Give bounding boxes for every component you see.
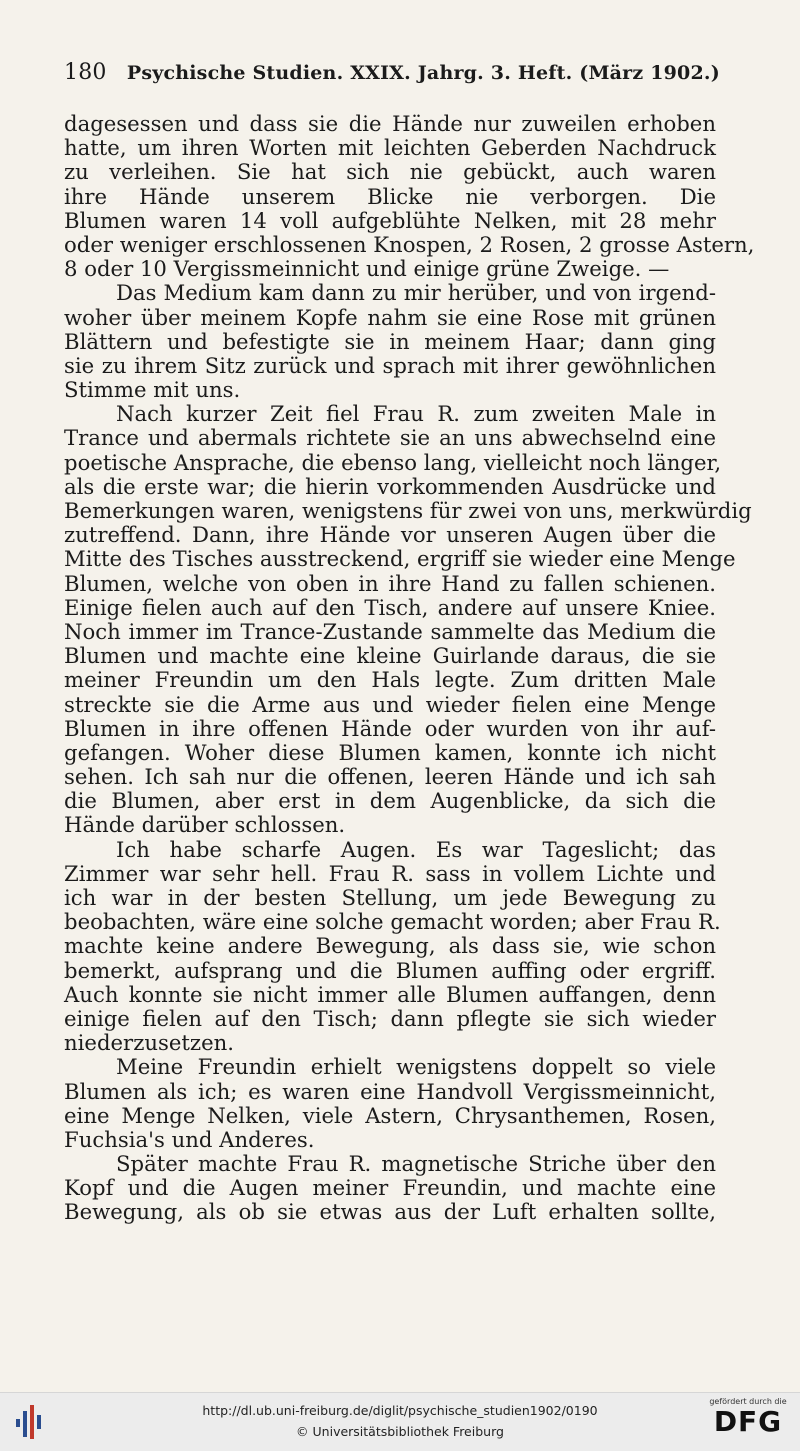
- text-line: sehen. Ich sah nur die offenen, leeren Hände und ich sah: [64, 764, 716, 790]
- page-number: 180: [64, 60, 107, 85]
- text-line: beobachten, wäre eine solche gemacht worden; aber Frau R.: [64, 909, 721, 935]
- running-header: [64, 60, 724, 85]
- text-line: Meine Freundin erhielt wenigstens doppelt so viele: [116, 1054, 716, 1080]
- text-line: poetische Ansprache, die ebenso lang, vielleicht noch länger,: [64, 449, 722, 475]
- text-line: die Blumen, aber erst in dem Augenblicke, da sich die: [64, 788, 716, 814]
- text-line: einige fielen auf den Tisch; dann pflegte sie sich wieder: [64, 1005, 716, 1031]
- text-line: Hände darüber schlossen.: [64, 812, 346, 838]
- text-line: Später machte Frau R. magnetische Striche über den: [116, 1151, 716, 1177]
- text-line: Zimmer war sehr hell. Frau R. sass in vollem Lichte und: [64, 860, 716, 886]
- text-line: eine Menge Nelken, viele Astern, Chrysanthemen, Rosen,: [64, 1102, 716, 1128]
- text-line: bemerkt, aufsprang und die Blumen auffing oder ergriff.: [64, 957, 716, 983]
- text-line: Bemerkungen waren, wenigstens für zwei von uns, merkwürdig: [64, 498, 752, 523]
- text-line: Nach kurzer Zeit fiel Frau R. zum zweiten Male in: [116, 401, 716, 427]
- dfg-funding-note: gefördert durch die: [709, 1397, 787, 1406]
- text-line: Auch konnte sie nicht immer alle Blumen auffangen, denn: [64, 981, 716, 1007]
- dfg-logo: [706, 1397, 790, 1438]
- text-line: Ich habe scharfe Augen. Es war Tageslicht; das: [116, 836, 716, 862]
- text-line: niederzusetzen.: [64, 1030, 235, 1056]
- text-line: zutreffend. Dann, ihre Hände vor unseren Augen über die: [64, 522, 716, 548]
- text-line: hatte, um ihren Worten mit leichten Geberden Nachdruck: [64, 135, 716, 161]
- text-line: Trance und abermals richtete sie an uns abwechselnd eine: [64, 425, 716, 451]
- text-line: Mitte des Tisches ausstreckend, ergriff sie wieder eine Menge: [64, 546, 736, 572]
- dfg-logo-text: DFG: [713, 1405, 783, 1438]
- text-line: meiner Freundin um den Hals legte. Zum dritten Male: [64, 667, 716, 693]
- permalink[interactable]: http://dl.ub.uni-freiburg.de/diglit/psychische_studien1902/0190: [202, 1403, 598, 1418]
- text-line: machte keine andere Bewegung, als dass sie, wie schon: [64, 933, 716, 959]
- text-line: Stimme mit uns.: [64, 377, 241, 403]
- text-line: Noch immer im Trance-Zustande sammelte das Medium die: [64, 618, 716, 644]
- copyright-notice: © Universitätsbibliothek Freiburg: [296, 1424, 504, 1439]
- text-line: Fuchsia's und Anderes.: [64, 1126, 315, 1152]
- text-line: Das Medium kam dann zu mir herüber, und von irgend-: [116, 280, 716, 306]
- text-line: Blättern und befestigte sie in meinem Haar; dann ging: [64, 328, 716, 354]
- text-line: oder weniger erschlossenen Knospen, 2 Rosen, 2 grosse Astern,: [64, 231, 755, 257]
- text-line: als die erste war; die hierin vorkommenden Ausdrücke und: [64, 473, 716, 499]
- running-title: Psychische Studien. XXIX. Jahrg. 3. Heft. (März 1902.): [126, 62, 720, 84]
- text-line: dagesessen und dass sie die Hände nur zuweilen erhoben: [64, 111, 716, 136]
- text-line: zu verleihen. Sie hat sich nie gebückt, auch waren: [64, 159, 716, 185]
- text-line: streckte sie die Arme aus und wieder fielen eine Menge: [64, 691, 716, 717]
- text-line: sie zu ihrem Sitz zurück und sprach mit ihrer gewöhnlichen: [64, 352, 716, 378]
- text-line: Blumen, welche von oben in ihre Hand zu fallen schienen.: [64, 570, 716, 596]
- text-line: Blumen waren 14 voll aufgeblühte Nelken, mit 28 mehr: [64, 207, 716, 233]
- text-line: Blumen in ihre offenen Hände oder wurden von ihr auf-: [64, 715, 716, 741]
- text-line: woher über meinem Kopfe nahm sie eine Rose mit grünen: [64, 304, 716, 330]
- text-line: Bewegung, als ob sie etwas aus der Luft erhalten sollte,: [64, 1199, 716, 1225]
- text-line: gefangen. Woher diese Blumen kamen, konnte ich nicht: [64, 739, 716, 765]
- body-text: [64, 111, 755, 1225]
- viewer-footer: [0, 1392, 800, 1451]
- text-line: ihre Hände unserem Blicke nie verborgen. Die: [64, 183, 716, 209]
- text-line: Einige fielen auch auf den Tisch, andere auf unsere Kniee.: [64, 594, 716, 620]
- text-line: Kopf und die Augen meiner Freundin, und machte eine: [64, 1175, 716, 1201]
- text-line: 8 oder 10 Vergissmeinnicht und einige grüne Zweige. —: [64, 256, 670, 282]
- text-line: Blumen als ich; es waren eine Handvoll Vergissmeinnicht,: [64, 1078, 716, 1104]
- text-line: ich war in der besten Stellung, um jede Bewegung zu: [64, 885, 716, 910]
- text-line: Blumen und machte eine kleine Guirlande daraus, die sie: [64, 643, 716, 669]
